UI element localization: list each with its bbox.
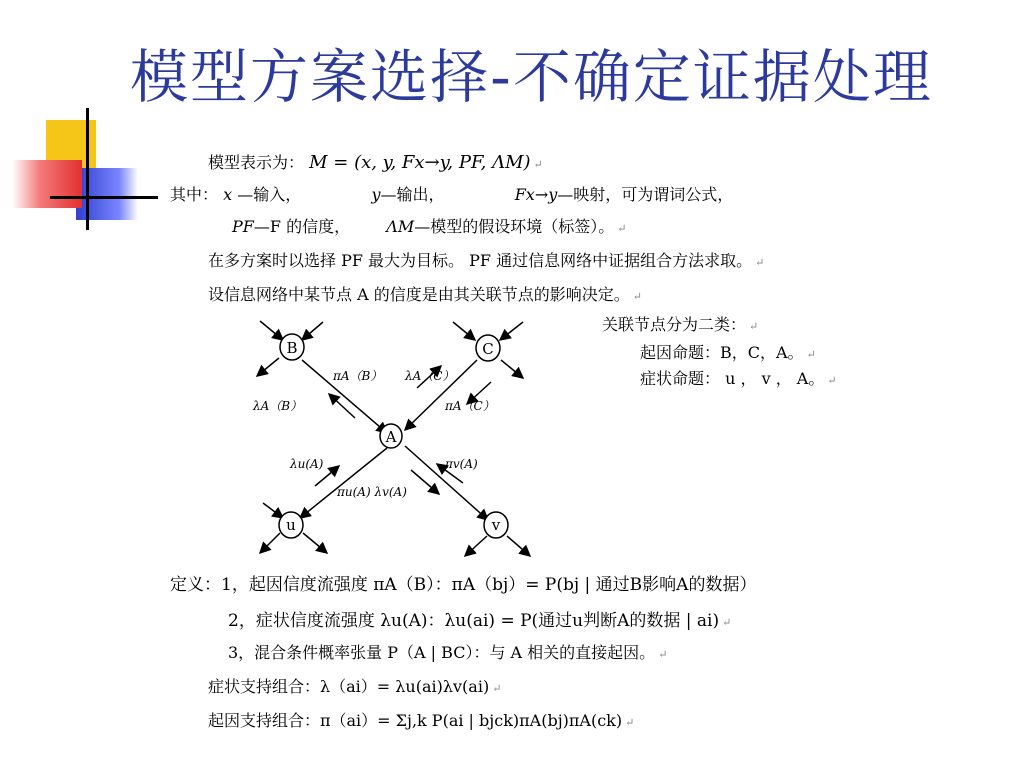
belief-network-diagram bbox=[245, 318, 545, 563]
label-pi-c: πA（C） bbox=[445, 399, 495, 413]
node-b-label: B bbox=[286, 339, 298, 357]
assoc-title: 关联节点分为二类： ↵ bbox=[602, 315, 759, 334]
symptom-props: 症状命题： u ， v ， A。 ↵ bbox=[640, 369, 837, 388]
label-lambda-u: λu(A) bbox=[290, 457, 324, 471]
node-u-label: u bbox=[286, 516, 296, 534]
def3-line: 3，混合条件概率张量 P（A | BC）：与 A 相关的直接起因。 ↵ bbox=[228, 643, 668, 662]
label-lambda-b: λA（B） bbox=[253, 399, 303, 413]
label-pi-u-lambda-v: πu(A) λv(A) bbox=[337, 485, 407, 499]
label-pi-b: πA（B） bbox=[333, 369, 383, 383]
slide-title: 模型方案选择-不确定证据处理 bbox=[130, 43, 933, 111]
cause-props: 起因命题：B，C，A。 ↵ bbox=[640, 343, 816, 362]
label-pi-v: πv(A) bbox=[445, 457, 478, 471]
label-lambda-c: λA（C） bbox=[405, 369, 455, 383]
multi-scheme-line: 在多方案时以选择 PF 最大为目标。 PF 通过信息网络中证据组合方法求取。 ↵ bbox=[208, 251, 765, 270]
node-c-label: C bbox=[482, 340, 494, 358]
node-a-label: A bbox=[385, 428, 397, 446]
cause-support-line: 起因支持组合：π（ai）= Σj,k P(ai | bjck)πA(bj)πA(ck) ↵ bbox=[208, 711, 635, 730]
model-line: 模型表示为： M = (x, y, Fx→y, PF, ΛM) ↵ bbox=[208, 152, 543, 173]
def2-line: 2，症状信度流强度 λu(A)：λu(ai) = P(通过u判断A的数据 | ai) ↵ bbox=[228, 611, 732, 631]
pf-line: PF—F 的信度， ΛM—模型的假设环境（标签）。 ↵ bbox=[232, 217, 627, 236]
def1-line: 定义：1，起因信度流强度 πA（B）：πA（bj）= P(bj | 通过B影响A的数据） bbox=[170, 575, 757, 595]
where-line: 其中： x —输入， y—输出， Fx→y—映射，可为谓词公式， bbox=[170, 185, 734, 204]
symptom-support-line: 症状支持组合：λ（ai）= λu(ai)λv(ai) ↵ bbox=[208, 677, 502, 696]
node-v-label: v bbox=[491, 516, 501, 534]
network-line: 设信息网络中某节点 A 的信度是由其关联节点的影响决定。 ↵ bbox=[208, 285, 642, 304]
